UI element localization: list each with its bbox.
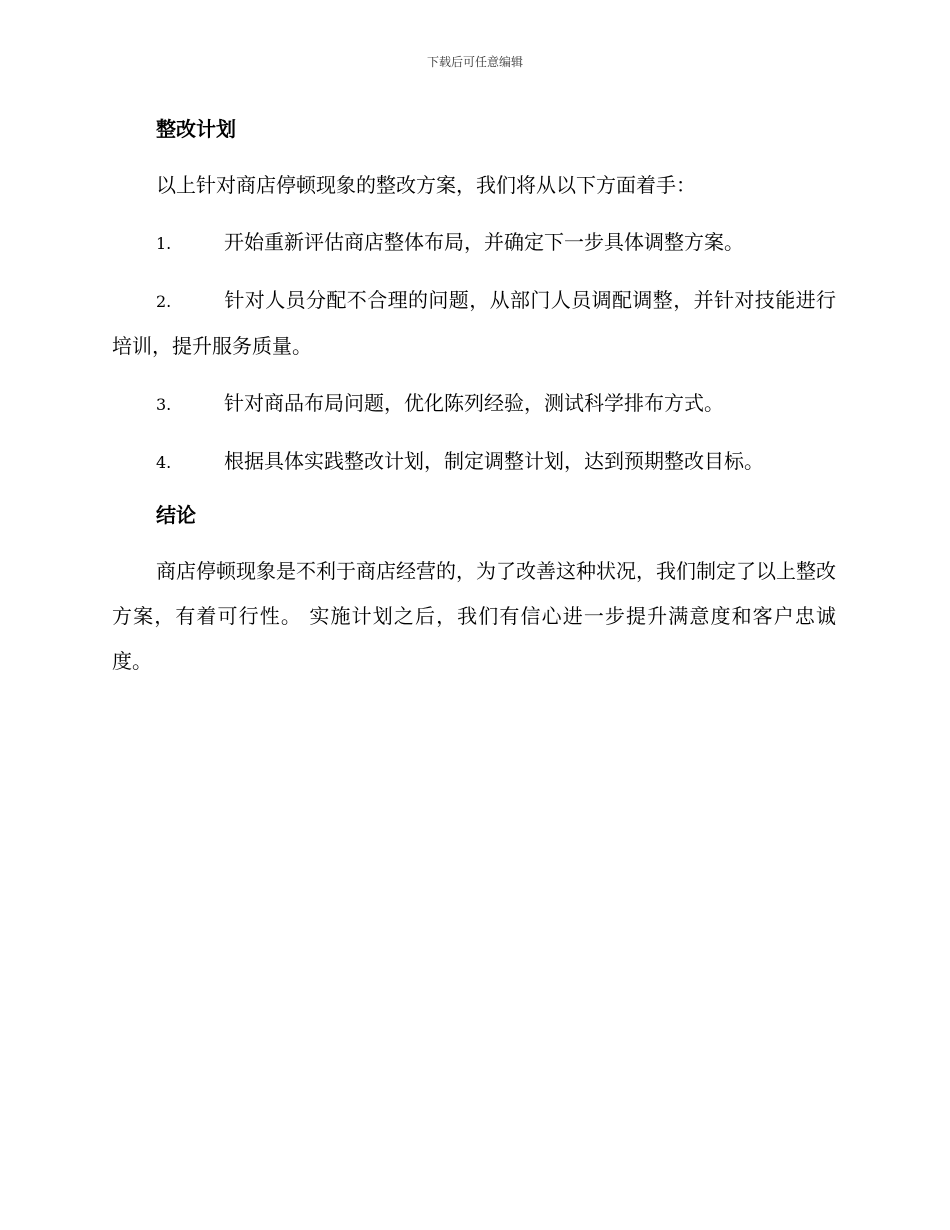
plan-item-text: 开始重新评估商店整体布局，并确定下一步具体调整方案。	[224, 230, 744, 254]
conclusion-text: 商店停顿现象是不利于商店经营的，为了改善这种状况，我们制定了以上整改方案，有着可行性。 实施计划之后，我们有信心进一步提升满意度和客户忠诚度。	[112, 559, 836, 673]
plan-item-number: 3.	[156, 395, 172, 414]
plan-item-text: 根据具体实践整改计划，制定调整计划，达到预期整改目标。	[224, 449, 764, 473]
plan-item-number: 1.	[156, 234, 172, 253]
plan-item-3	[112, 381, 836, 427]
plan-item-2	[112, 278, 836, 369]
plan-item-text: 针对人员分配不合理的问题，从部门人员调配调整，并针对技能进行培训，提升服务质量。	[112, 288, 836, 358]
conclusion-heading: 结论	[156, 503, 196, 527]
header-note: 下载后可任意编辑	[426, 55, 523, 69]
plan-item-1	[112, 220, 836, 266]
plan-item-number: 2.	[156, 292, 172, 311]
document-body	[112, 107, 836, 684]
plan-item-text: 针对商品布局问题，优化陈列经验，测试科学排布方式。	[224, 391, 724, 415]
plan-item-4	[112, 439, 836, 485]
plan-item-number: 4.	[156, 453, 172, 472]
plan-intro: 以上针对商店停顿现象的整改方案，我们将从以下方面着手：	[156, 173, 696, 197]
plan-heading: 整改计划	[156, 117, 236, 141]
